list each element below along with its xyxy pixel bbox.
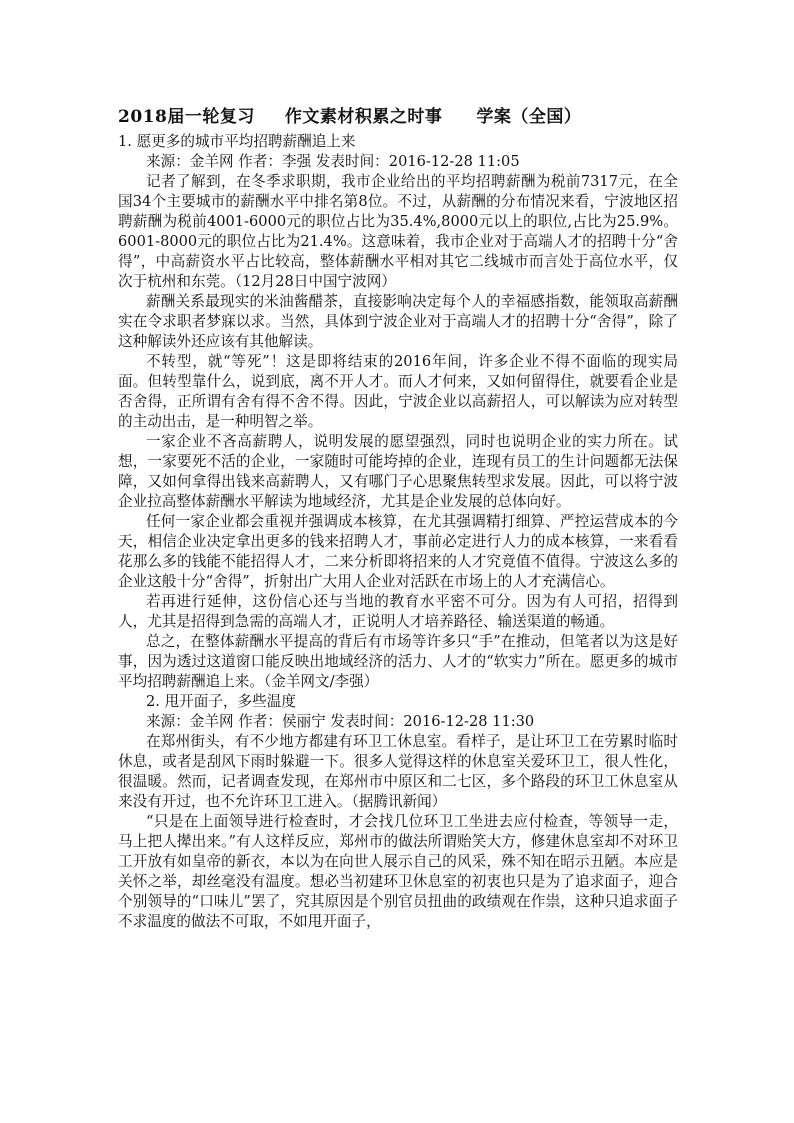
section-1-paragraph: 一家企业不吝高薪聘人，说明发展的愿望强烈，同时也说明企业的实力所在。试想，一家要死不活的企业，一家随时可能垮掉的企业，连现有员工的生计问题都无法保障，又如何拿得出钱来高薪聘人，又有哪门子心思聚焦转型求发展。因此，可以将宁波企业拉高整体薪酬水平解读为地域经济，尤其是企业发展的总体向好。: [118, 433, 678, 510]
section-1-paragraph: 总之，在整体薪酬水平提高的背后有市场等许多只“手”在推动，但笔者以为这是好事，因为透过这道窗口能反映出地域经济的活力、人才的“软实力”所在。愿更多的城市平均招聘薪酬追上来。（金羊网文/李强）: [118, 633, 678, 690]
section-2-heading: 2. 甩开面子，多些温度: [146, 693, 296, 710]
title-part-type: 学案（全国）: [476, 107, 582, 127]
title-part-topic: 作文素材积累之时事: [284, 107, 443, 127]
section-2-source: 来源：金羊网 作者：侯丽宁 发表时间：2016-12-28 11:30: [146, 713, 535, 730]
section-2-paragraph: 在郑州街头，有不少地方都建有环卫工休息室。看样子，是让环卫工在劳累时临时休息，或者是刮风下雨时躲避一下。很多人觉得这样的休息室关爱环卫工，很人性化，很温暖。然而，记者调查发现，在郑州市中原区和二七区，多个路段的环卫工休息室从来没有开过，也不允许环卫工进入。（据腾讯新闻）: [118, 733, 678, 810]
section-1-paragraph: 不转型，就“等死”！这是即将结束的2016年间，许多企业不得不面临的现实局面。但转型靠什么，说到底，离不开人才。而人才何来，又如何留得住，就要看企业是否舍得，正所谓有舍有得不舍不得。因此，宁波企业以高薪招人，可以解读为应对转型的主动出击，是一种明智之举。: [118, 353, 678, 430]
section-1-paragraph: 若再进行延伸，这份信心还与当地的教育水平密不可分。因为有人可招，招得到人，尤其是招得到急需的高端人才，正说明人才培养路径、输送渠道的畅通。: [118, 593, 678, 630]
section-1-paragraph: 记者了解到，在冬季求职期，我市企业给出的平均招聘薪酬为税前7317元，在全国34个主要城市的薪酬水平中排名第8位。不过，从薪酬的分布情况来看，宁波地区招聘薪酬为税前4001-6000元的职位占比为35.4%,8000元以上的职位,占比为25.9%。6001-8000元的职位占比为21.4%。这意味着，我市企业对于高端人才的招聘十分“舍得”，中高薪资水平占比较高，整体薪酬水平相对其它二线城市而言处于高位水平，仅次于杭州和东莞。（12月28日中国宁波网）: [118, 173, 678, 290]
section-2-paragraph: “只是在上面领导进行检查时，才会找几位环卫工坐进去应付检查，等领导一走，马上把人撵出来。”有人这样反应，郑州市的做法所谓贻笑大方，修建休息室却不对环卫工开放有如皇帝的新衣，本以为在向世人展示自己的风采，殊不知在昭示丑陋。本应是关怀之举，却丝毫没有温度。想必当初建环卫休息室的初衷也只是为了追求面子，迎合个别领导的“口味儿”罢了，究其原因是个别官员扭曲的政绩观在作祟，这种只追求面子不求温度的做法不可取，不如甩开面子，: [118, 813, 678, 930]
section-1-paragraph: 任何一家企业都会重视并强调成本核算，在尤其强调精打细算、严控运营成本的今天，相信企业决定拿出更多的钱来招聘人才，事前必定进行人力的成本核算，一来看看花那么多的钱能不能招得人才，二来分析即将招来的人才究竟值不值得。宁波这么多的企业这般十分“舍得”，折射出广大用人企业对活跃在市场上的人才充满信心。: [118, 513, 678, 590]
document-title: [118, 104, 678, 130]
section-1-paragraph: 薪酬关系最现实的米油酱醋茶，直接影响决定每个人的幸福感指数，能领取高薪酬实在令求职者梦寐以求。当然，具体到宁波企业对于高端人才的招聘十分“舍得”，除了这种解读外还应该有其他解读。: [118, 293, 678, 350]
document-page: [118, 104, 678, 932]
title-part-grade: 2018届一轮复习: [118, 107, 255, 127]
section-1-source: 来源：金羊网 作者：李强 发表时间：2016-12-28 11:05: [146, 153, 520, 170]
section-1-heading: 1. 愿更多的城市平均招聘薪酬追上来: [118, 133, 356, 150]
